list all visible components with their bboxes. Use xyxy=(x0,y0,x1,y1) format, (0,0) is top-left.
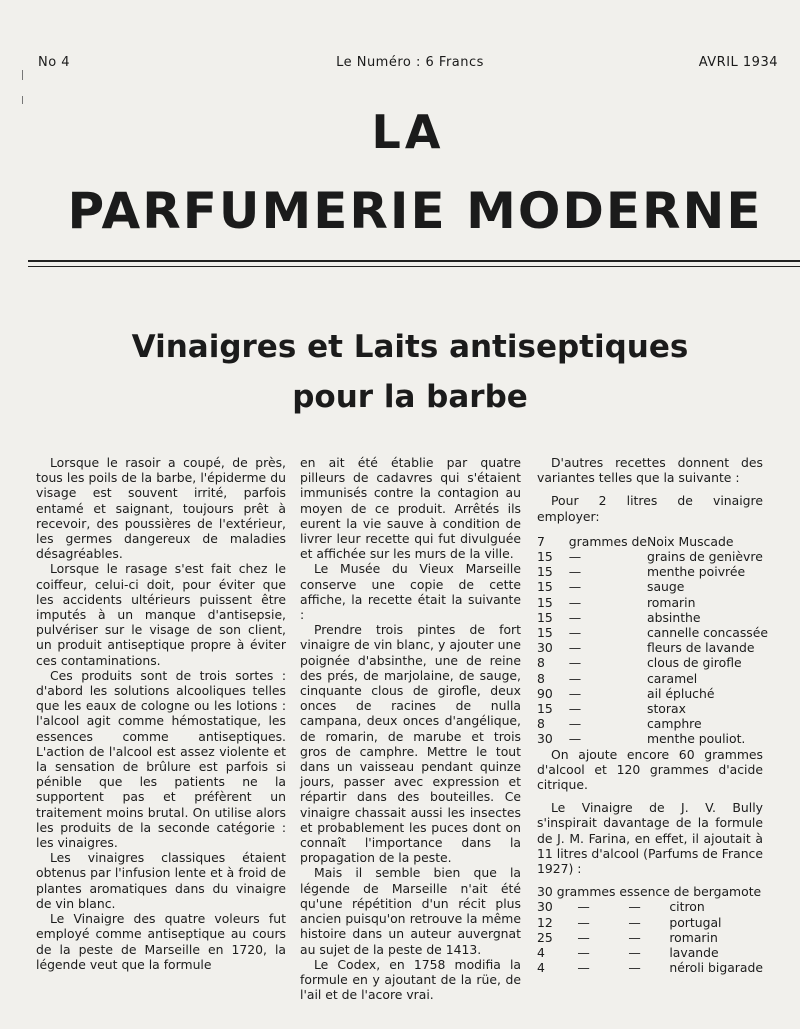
recipe-unit: — xyxy=(568,716,582,732)
recipe-unit: — xyxy=(568,594,582,610)
recipe-unit: — xyxy=(568,609,582,625)
recipe-ingredient: caramel xyxy=(646,670,698,686)
paragraph: On ajoute encore 60 grammes d'alcool et 120 grammes d'acide citrique. xyxy=(537,746,763,793)
recipe-unit: — xyxy=(568,670,582,686)
recipe-row xyxy=(537,930,763,945)
recipe-dash: — xyxy=(628,945,641,961)
recipe-qty: 7 xyxy=(537,533,545,549)
recipe-unit: — xyxy=(568,549,582,565)
recipe-qty: 15 xyxy=(537,625,553,641)
issue-number: No 4 xyxy=(38,55,71,70)
recipe-unit: — xyxy=(568,731,582,747)
paragraph: D'autres recettes donnent des variantes telles que la suivante : xyxy=(537,455,763,486)
recipe-unit: — xyxy=(568,564,582,580)
recipe-qty: 15 xyxy=(537,549,553,565)
recipe-table-2 xyxy=(537,899,763,975)
recipe-qty: 8 xyxy=(537,655,545,671)
recipe-ingredient: cannelle concassée xyxy=(646,625,768,641)
recipe-qty: 15 xyxy=(537,609,553,625)
recipe-qty: 4 xyxy=(537,960,545,976)
margin-mark xyxy=(22,96,23,104)
recipe-row xyxy=(537,960,763,975)
recipe-dash: — xyxy=(577,960,590,976)
recipe-dash: — xyxy=(628,960,641,976)
recipe-dash: — xyxy=(628,899,641,915)
article-column-1 xyxy=(36,455,286,972)
recipe-dash: — xyxy=(577,914,590,930)
recipe-row xyxy=(537,671,768,686)
recipe-qty: 15 xyxy=(537,594,553,610)
recipe-lead: Pour 2 litres de vinaigre employer: xyxy=(537,493,763,524)
recipe-row xyxy=(537,899,763,914)
recipe-row xyxy=(537,579,768,594)
recipe-unit: — xyxy=(568,625,582,641)
recipe-row xyxy=(537,534,768,549)
recipe-row xyxy=(537,625,768,640)
recipe-ingredient: néroli bigarade xyxy=(669,960,763,976)
paragraph: Le Vinaigre de J. V. Bully s'inspirait davantage de la formule de J. M. Farina, en effet, il ajoutait à 11 litres d'alcool (Parfums de France 1927) : xyxy=(537,800,763,877)
article-title-line1: Vinaigres et Laits antiseptiques xyxy=(131,329,689,365)
recipe-qty: 30 xyxy=(537,640,553,656)
recipe-dash: — xyxy=(577,899,590,915)
recipe-row xyxy=(537,564,768,579)
article-column-3 xyxy=(537,455,768,976)
recipe-qty: 30 xyxy=(537,731,553,747)
recipe-qty: 12 xyxy=(537,914,553,930)
recipe-unit: grammes de xyxy=(568,533,647,549)
recipe-2-first-line: 30 grammes essence de bergamote xyxy=(537,884,762,900)
recipe-dash: — xyxy=(628,914,641,930)
recipe-ingredient: fleurs de lavande xyxy=(646,640,755,656)
recipe-ingredient: romarin xyxy=(669,929,718,945)
recipe-row xyxy=(537,549,768,564)
recipe-dash: — xyxy=(577,945,590,961)
recipe-ingredient: menthe poivrée xyxy=(646,564,746,580)
recipe-qty: 15 xyxy=(537,701,553,717)
recipe-table-1 xyxy=(537,534,768,747)
issue-date: AVRIL 1934 xyxy=(698,55,778,70)
recipe-ingredient: storax xyxy=(646,701,686,717)
recipe-ingredient: citron xyxy=(669,899,705,915)
recipe-row xyxy=(537,655,768,670)
article-column-2 xyxy=(300,455,521,1002)
masthead-line1: LA xyxy=(371,105,445,159)
recipe-qty: 25 xyxy=(537,929,553,945)
recipe-ingredient: absinthe xyxy=(646,609,701,625)
recipe-ingredient: ail épluché xyxy=(646,685,715,701)
recipe-qty: 90 xyxy=(537,685,553,701)
masthead-rule-thin xyxy=(28,266,800,267)
recipe-qty: 4 xyxy=(537,945,545,961)
paragraph: Ces produits sont de trois sortes : d'abord les solutions alcooliques telles que les eaux de cologne ou les lotions : l'alcool agit comme hémostatique, les essences comme antiseptiques. L'action de l'alcool est assez violente et la sensation de brûlure est parfois si pénible que les patients ne la supportent pas et préfèrent un traitement moins brutal. On utilise alors les produits de la seconde catégorie : les vinaigres. xyxy=(36,667,286,851)
recipe-row xyxy=(537,915,763,930)
recipe-row xyxy=(537,716,768,731)
paragraph: Le Musée du Vieux Marseille conserve une copie de cette affiche, la recette était la suivante : xyxy=(300,561,521,623)
paragraph: Les vinaigres classiques étaient obtenus par l'infusion lente et à froid de plantes aromatiques dans du vinaigre de vin blanc. xyxy=(36,850,286,911)
recipe-row xyxy=(537,640,768,655)
recipe-ingredient: menthe pouliot. xyxy=(646,731,746,747)
recipe-dash: — xyxy=(577,929,590,945)
recipe-ingredient: portugal xyxy=(669,914,722,930)
recipe-unit: — xyxy=(568,640,582,656)
article-title-line2: pour la barbe xyxy=(292,379,528,415)
issue-price: Le Numéro : 6 Francs xyxy=(336,55,484,70)
paragraph: Le Codex, en 1758 modifia la formule en y ajoutant de la rüe, de l'ail et de l'acore vrai. xyxy=(300,956,521,1003)
paragraph: Le Vinaigre des quatre voleurs fut employé comme antiseptique au cours de la peste de Marseille en 1720, la légende veut que la formule xyxy=(36,911,286,972)
recipe-qty: 30 xyxy=(537,899,553,915)
margin-mark xyxy=(22,70,23,80)
recipe-row xyxy=(537,686,768,701)
paragraph: Lorsque le rasoir a coupé, de près, tous les poils de la barbe, l'épiderme du visage est souvent irrité, parfois entamé et saignant, toujours prêt à recevoir, des poussières de l'extérieur, les germes dangereux de maladies désagréables. xyxy=(36,455,286,562)
recipe-row xyxy=(537,731,768,746)
recipe-ingredient: Noix Muscade xyxy=(646,533,734,549)
recipe-ingredient: grains de genièvre xyxy=(646,549,763,565)
recipe-row xyxy=(537,610,768,625)
recipe-ingredient: clous de girofle xyxy=(646,655,742,671)
recipe-dash: — xyxy=(628,929,641,945)
recipe-ingredient: camphre xyxy=(646,716,702,732)
paragraph: Mais il semble bien que la légende de Marseille n'ait été qu'une répétition d'un récit plus ancien puisqu'on retrouve la même histoire dans un auteur auvergnat au sujet de la peste de 1413. xyxy=(300,865,521,957)
recipe-unit: — xyxy=(568,579,582,595)
recipe-row xyxy=(537,595,768,610)
paragraph: Prendre trois pintes de fort vinaigre de vin blanc, y ajouter une poignée d'absinthe, une de reine des prés, de marjolaine, de sauge, cinquante clous de girofle, deux onces de racines de nulla campana, deux onces d'angélique, de romarin, de marube et trois gros de camphre. Mettre le tout dans un vaisseau pendant quinze jours, passer avec expression et répartir dans des bouteilles. Ce vinaigre chassait aussi les insectes et probablement les puces dont on connaît l'importance dans la propagation de la peste. xyxy=(300,622,521,866)
recipe-unit: — xyxy=(568,701,582,717)
recipe-qty: 8 xyxy=(537,670,545,686)
paragraph: Lorsque le rasage s'est fait chez le coiffeur, celui-ci doit, pour éviter que les accidents ultérieurs puissent être imputés à un manque d'antisepsie, pulvériser sur le visage de son client, un produit antiseptique propre à éviter ces contaminations. xyxy=(36,561,286,668)
masthead-rule xyxy=(28,260,800,262)
paragraph: en ait été établie par quatre pilleurs de cadavres qui s'étaient immunisés contre la contagion au moyen de ce produit. Arrêtés ils eurent la vie sauve à condition de livrer leur recette qui fut divulguée et affichée sur les murs de la ville. xyxy=(300,455,521,562)
recipe-ingredient: romarin xyxy=(646,594,696,610)
recipe-qty: 15 xyxy=(537,564,553,580)
recipe-ingredient: lavande xyxy=(669,945,719,961)
recipe-unit: — xyxy=(568,685,582,701)
article-title xyxy=(40,322,780,422)
masthead-title: PARFUMERIE MODERNE xyxy=(67,182,763,240)
recipe-qty: 15 xyxy=(537,579,553,595)
recipe-row xyxy=(537,945,763,960)
recipe-qty: 8 xyxy=(537,716,545,732)
recipe-unit: — xyxy=(568,655,582,671)
recipe-ingredient: sauge xyxy=(646,579,685,595)
recipe-row xyxy=(537,701,768,716)
